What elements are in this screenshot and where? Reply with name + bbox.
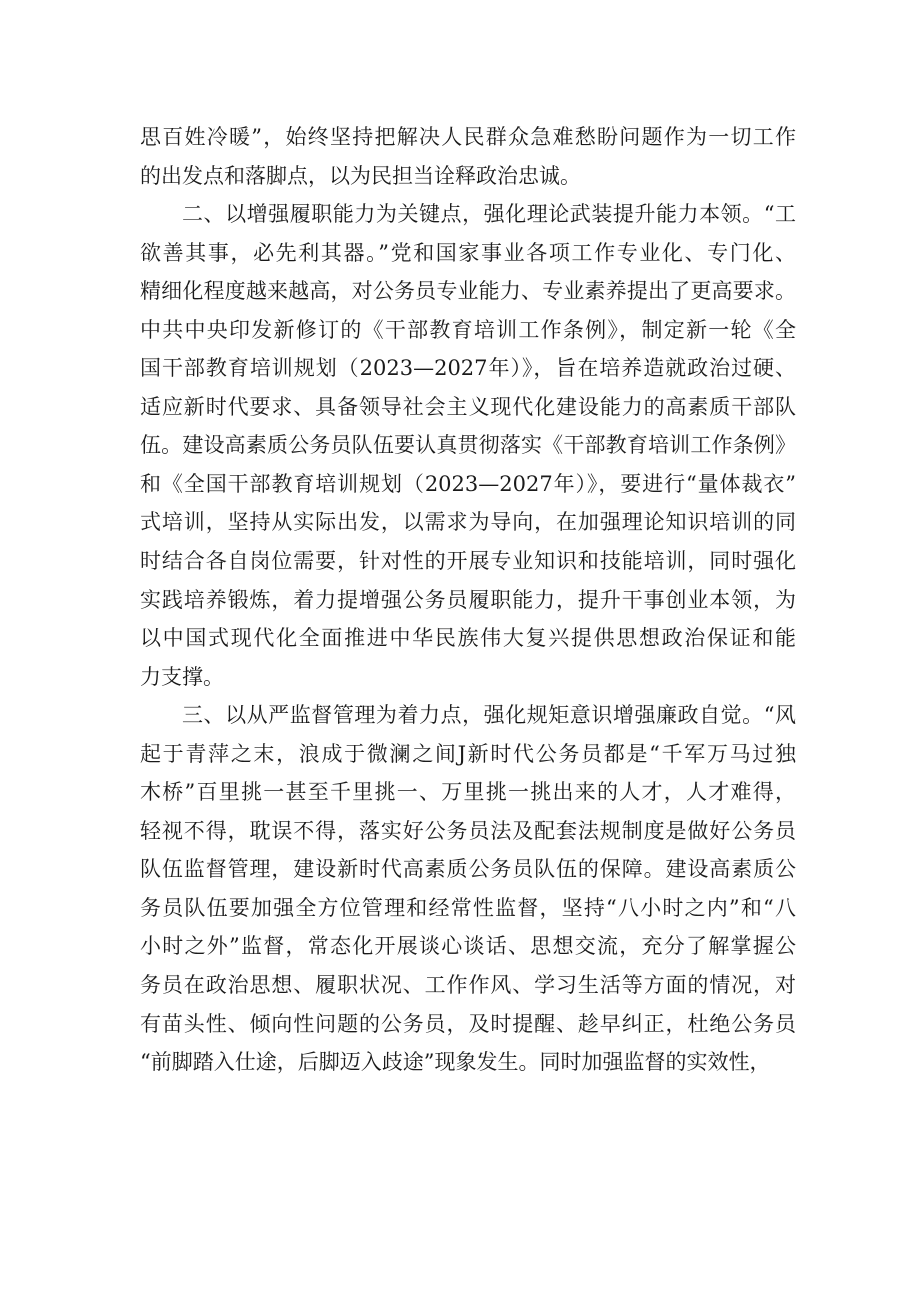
text-line: 务员在政治思想、履职状况、工作作风、学习生活等方面的情况，对	[140, 973, 796, 998]
text-line: 小时之外”监督，常态化开展谈心谈话、思想交流，充分了解掌握公	[140, 934, 796, 959]
text-line: 以中国式现代化全面推进中华民族伟大复兴提供思想政治保证和能	[140, 626, 796, 651]
document-body	[140, 118, 796, 1082]
text-line: 轻视不得，耽误不得，落实好公务员法及配套法规制度是做好公务员	[140, 818, 796, 843]
text-line: “前脚踏入仕途，后脚迈入歧途”现象发生。同时加强监督的实效性，	[140, 1050, 771, 1075]
text-line: 力支撑。	[140, 664, 224, 689]
paragraph-section-three	[140, 696, 796, 1081]
text-line: 实践培养锻炼，着力提增强公务员履职能力，提升干事创业本领，为	[140, 587, 796, 612]
text-line: 有苗头性、倾向性问题的公务员，及时提醒、趁早纠正，杜绝公务员	[140, 1011, 796, 1036]
text-line: 中共中央印发新修订的《干部教育培训工作条例》，制定新一轮《全	[140, 317, 796, 342]
text-line: 精细化程度越来越高，对公务员专业能力、专业素养提出了更高要求。	[140, 279, 796, 304]
text-line: 和《全国干部教育培训规划（2023—2027年）》，要进行“量体裁衣”	[140, 471, 796, 496]
text-line: 思百姓冷暖”，始终坚持把解决人民群众急难愁盼问题作为一切工作	[140, 125, 796, 149]
paragraph-section-two	[140, 195, 796, 696]
text-line: 木桥”百里挑一甚至千里挑一、万里挑一挑出来的人才，人才难得，	[140, 780, 796, 805]
text-line: 队伍监督管理，建设新时代高素质公务员队伍的保障。建设高素质公	[140, 857, 796, 882]
text-line: 欲善其事，必先利其器。”党和国家事业各项工作专业化、专门化、	[140, 240, 796, 265]
text-line: 的出发点和落脚点，以为民担当诠释政治忠诚。	[140, 163, 581, 188]
text-line: 起于青萍之末，浪成于微澜之间J新时代公务员都是“千军万马过独	[140, 741, 796, 766]
text-line: 三、以从严监督管理为着力点，强化规矩意识增强廉政自觉。“风	[182, 703, 796, 728]
text-line: 式培训，坚持从实际出发，以需求为导向，在加强理论知识培训的同	[140, 510, 796, 535]
text-line: 适应新时代要求、具备领导社会主义现代化建设能力的高素质干部队	[140, 394, 796, 419]
paragraph-continuation	[140, 118, 796, 195]
text-line: 伍。建设高素质公务员队伍要认真贯彻落实《干部教育培训工作条例》	[140, 433, 796, 458]
text-line: 国干部教育培训规划（2023—2027年）》，旨在培养造就政治过硬、	[140, 356, 796, 381]
text-line: 时结合各自岗位需要，针对性的开展专业知识和技能培训，同时强化	[140, 549, 796, 574]
text-line: 二、以增强履职能力为关键点，强化理论武装提升能力本领。“工	[182, 202, 796, 227]
text-line: 务员队伍要加强全方位管理和经常性监督，坚持“八小时之内”和“八	[140, 895, 796, 920]
